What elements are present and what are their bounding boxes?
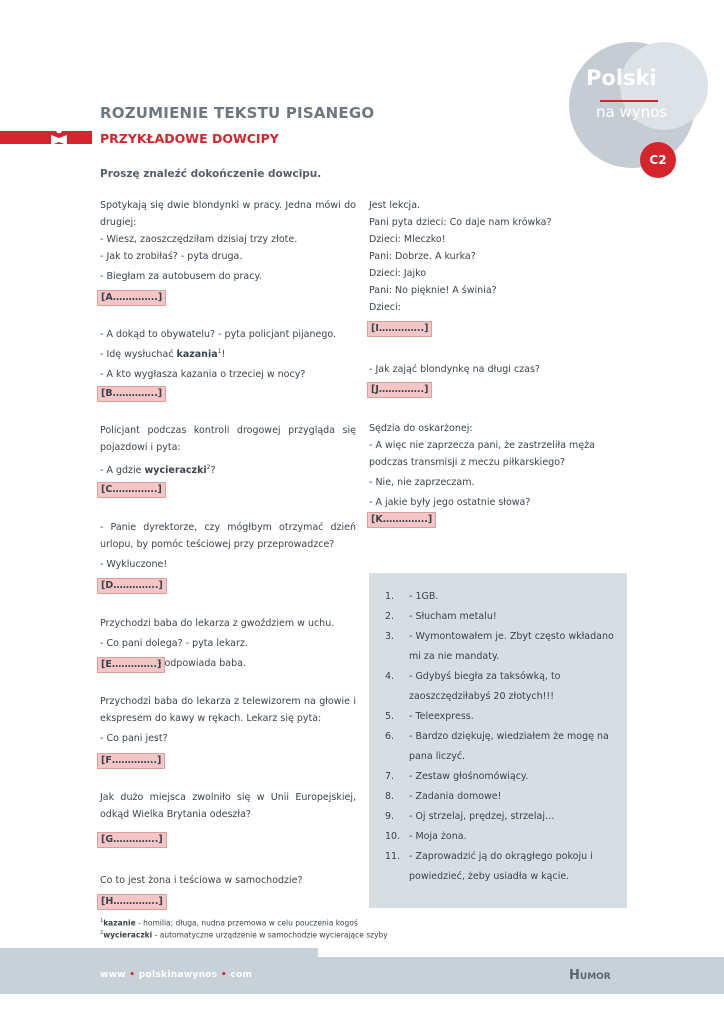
- answer-box-a[interactable]: [A…………..]: [97, 290, 166, 306]
- footnote-1: $^1$kazanie - homilia; długa, nudna przemowa w celu pouczenia kogoś: [100, 918, 358, 928]
- answer-box-f[interactable]: [F…………..]: [97, 753, 165, 769]
- footer-band-tab: [0, 948, 318, 957]
- instruction: Proszę znaleźć dokończenie dowcipu.: [100, 168, 322, 180]
- joke-b: [100, 326, 356, 383]
- logo-subtitle: na wynos: [596, 103, 668, 121]
- joke-i-line: Dzieci:: [369, 302, 401, 313]
- answer-item: 2. - Słucham metalu!: [385, 611, 497, 622]
- joke-a-line: - Biegłam za autobusem do pracy.: [100, 271, 262, 282]
- joke-c: [100, 422, 356, 479]
- answer-item: 4. - Gdybyś biegła za taksówką, to zaoszczędziłabyś 20 złotych!!!: [385, 671, 561, 702]
- joke-d-line: - Panie dyrektorze, czy mógłbym otrzymać dzień urlopu, by pomóc teściowej przy przeprowadzce?: [100, 522, 356, 550]
- joke-a-line: - Wiesz, zaoszczędziłam dzisiaj trzy złote.: [100, 234, 298, 245]
- website-link[interactable]: www • polskinawynos • com: [100, 970, 253, 980]
- footnote-2: $^2$wycieraczki - automatyczne urządzenie w samochodzie wycierające szyby: [100, 930, 388, 940]
- joke-k-line: - Nie, nie zaprzeczam.: [369, 477, 475, 488]
- joke-g-line: Jak dużo miejsca zwolniło się w Unii Europejskiej, odkąd Wielka Brytania odeszła?: [100, 792, 356, 820]
- answer-item: 5. - Teleexpress.: [385, 711, 474, 722]
- joke-f: [100, 693, 356, 747]
- joke-d-line: - Wykluczone!: [100, 559, 168, 570]
- answer-item: 11. - Zaprowadzić ją do okrągłego pokoju i powiedzieć, żeby usiadła w kącie.: [385, 851, 593, 882]
- joke-j-line: - Jak zająć blondynkę na długi czas?: [369, 364, 540, 375]
- section-label: Humor: [569, 968, 611, 983]
- joke-k-line: - A więc nie zaprzecza pani, że zastrzeliła męża podczas transmisji z meczu piłkarskiego?: [369, 440, 595, 468]
- joke-i-line: Dzieci: Jajko: [369, 268, 427, 279]
- joke-e-line: Przychodzi baba do lekarza z gwoździem w uchu.: [100, 618, 335, 629]
- joke-i-line: Pani: Dobrze. A kurka?: [369, 251, 476, 262]
- answer-box-c[interactable]: [C…………..]: [97, 482, 166, 498]
- joke-a: [100, 197, 356, 285]
- answer-item: 9. - Oj strzelaj, prędzej, strzelaj…: [385, 811, 555, 822]
- answer-box-i[interactable]: [I…………..]: [367, 321, 432, 337]
- joke-b-line: - A dokąd to obywatelu? - pyta policjant pijanego.: [100, 329, 337, 340]
- joke-b-line: - A kto wygłasza kazania o trzeciej w nocy?: [100, 369, 306, 381]
- answer-item: 10. - Moja żona.: [385, 831, 467, 842]
- level-badge: C2: [640, 142, 676, 178]
- joke-a-line: Spotykają się dwie blondynki w pracy. Jedna mówi do drugiej:: [100, 200, 356, 228]
- joke-i-line: Dzieci: Mleczko!: [369, 234, 446, 245]
- joke-j: [369, 361, 627, 378]
- answer-item: 3. - Wymontowałem je. Zbyt często wkładano mi za nie mandaty.: [385, 631, 614, 662]
- answer-box-b[interactable]: [B…………..]: [97, 386, 166, 402]
- joke-f-line: Przychodzi baba do lekarza z telewizorem na głowie i ekspresem do kawy w rękach. Lekarz się pyta:: [100, 696, 356, 724]
- logo-underline: [600, 100, 658, 102]
- joke-k: [369, 420, 629, 511]
- answer-item: 6. - Bardzo dziękuję, wiedziałem że mogę na pana liczyć.: [385, 731, 609, 762]
- answer-box-d[interactable]: [D…………..]: [97, 578, 167, 594]
- answer-item: 1. - 1GB.: [385, 591, 439, 602]
- joke-i-line: Pani pyta dzieci: Co daje nam krówka?: [369, 217, 552, 228]
- answer-box-e[interactable]: [E…………..]: [97, 657, 165, 673]
- logo-title: Polski: [586, 66, 657, 90]
- joke-i: [369, 197, 627, 316]
- accent-bar: [0, 131, 92, 144]
- answer-item: 7. - Zestaw głośnomówiący.: [385, 771, 529, 782]
- joke-d: [100, 519, 356, 573]
- joke-c-line: - A gdzie wycieraczki$^2$?: [100, 464, 216, 477]
- answer-box-j[interactable]: [J…………..]: [367, 382, 432, 398]
- joke-k-line: Sędzia do oskarżonej:: [369, 423, 473, 434]
- joke-g: [100, 789, 356, 823]
- joke-i-line: Pani: No pięknie! A świnia?: [369, 285, 497, 296]
- joke-e-line: - Co pani dolega? - pyta lekarz.: [100, 638, 248, 649]
- answers-panel: [369, 573, 627, 908]
- answer-box-k[interactable]: [K…………..]: [367, 512, 436, 528]
- joke-e-ending: - odpowiada baba.: [158, 658, 246, 669]
- answer-item: 8. - Zadania domowe!: [385, 791, 502, 802]
- answer-box-h[interactable]: [H…………..]: [97, 894, 167, 910]
- joke-k-line: - A jakie były jego ostatnie słowa?: [369, 497, 531, 508]
- joke-a-line: - Jak to zrobiłaś? - pyta druga.: [100, 251, 243, 262]
- joke-e: [100, 615, 356, 652]
- joke-i-line: Jest lekcja.: [369, 200, 421, 211]
- section-title: PRZYKŁADOWE DOWCIPY: [100, 131, 279, 146]
- joke-h: [100, 872, 356, 889]
- answer-box-g[interactable]: [G…………..]: [97, 832, 167, 848]
- joke-b-line: - Idę wysłuchać kazania$^1$!: [100, 348, 226, 361]
- joke-h-line: Co to jest żona i teściowa w samochodzie?: [100, 875, 303, 886]
- page-title: ROZUMIENIE TEKSTU PISANEGO: [100, 104, 375, 122]
- book-icon: [50, 126, 68, 146]
- joke-c-line: Policjant podczas kontroli drogowej przygląda się pojazdowi i pyta:: [100, 425, 356, 453]
- joke-f-line: - Co pani jest?: [100, 733, 168, 744]
- answers-list: [369, 573, 627, 887]
